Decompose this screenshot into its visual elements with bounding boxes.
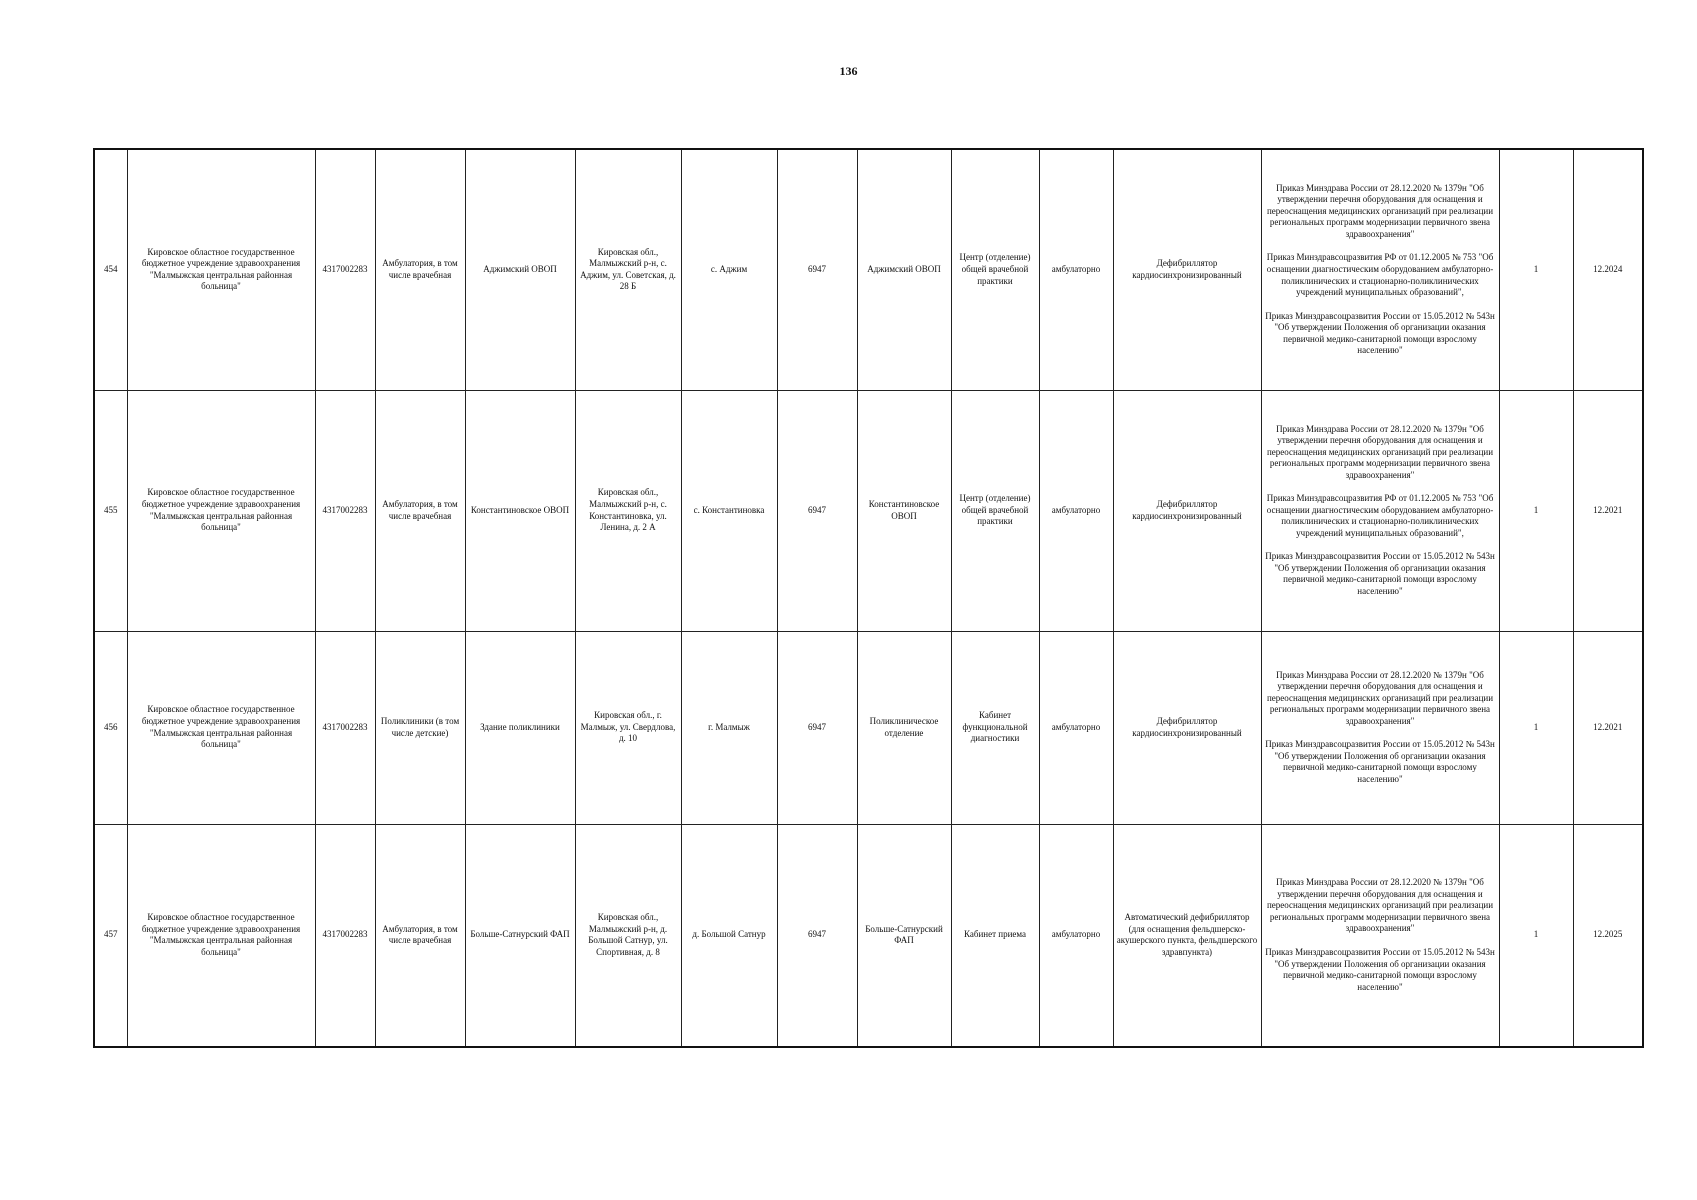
address: Кировская обл., Малмыжский р-н, д. Большой Сатнур, ул. Спортивная, д. 8 <box>575 824 681 1047</box>
quantity: 1 <box>1499 390 1573 631</box>
quantity: 1 <box>1499 631 1573 824</box>
address: Кировская обл., г. Малмыж, ул. Свердлова, д. 10 <box>575 631 681 824</box>
department: Кабинет функциональной диагностики <box>951 631 1039 824</box>
equipment-name: Дефибриллятор кардиосинхронизированный <box>1113 149 1261 390</box>
equipment-table <box>93 148 1644 1048</box>
care-mode: амбулаторно <box>1039 631 1113 824</box>
document-reference: Приказ Минздравсоцразвития РФ от 01.12.2005 № 753 "Об оснащении диагностическим оборудованием амбулаторно-поликлинических и стационарно-поликлинических учреждений муниципальных образований", <box>1266 493 1494 538</box>
unit-name: Поликлиническое отделение <box>857 631 951 824</box>
population: 6947 <box>777 390 857 631</box>
equipment-name: Дефибриллятор кардиосинхронизированный <box>1113 631 1261 824</box>
document-reference: Приказ Минздрава России от 28.12.2020 № 1379н "Об утверждении перечня оборудования для оснащения и переоснащения медицинских организаций при реализации региональных программ модернизации первичного звена здравоохранения" <box>1266 877 1494 934</box>
row-number: 454 <box>94 149 127 390</box>
address: Кировская обл., Малмыжский р-н, с. Аджим, ул. Советская, д. 28 Б <box>575 149 681 390</box>
population: 6947 <box>777 631 857 824</box>
organization-name: Кировское областное государственное бюджетное учреждение здравоохранения "Малмыжская центральная районная больница" <box>127 390 315 631</box>
regulatory-documents <box>1261 149 1499 390</box>
document-reference: Приказ Минздрава России от 28.12.2020 № 1379н "Об утверждении перечня оборудования для оснащения и переоснащения медицинских организаций при реализации региональных программ модернизации первичного звена здравоохранения" <box>1266 669 1494 726</box>
document-reference: Приказ Минздрава России от 28.12.2020 № 1379н "Об утверждении перечня оборудования для оснащения и переоснащения медицинских организаций при реализации региональных программ модернизации первичного звена здравоохранения" <box>1266 182 1494 239</box>
inn: 4317002283 <box>315 631 375 824</box>
inn: 4317002283 <box>315 824 375 1047</box>
equipment-name: Автоматический дефибриллятор (для оснащения фельдшерско-акушерского пункта, фельдшерского здравпункта) <box>1113 824 1261 1047</box>
locality: с. Константиновка <box>681 390 777 631</box>
regulatory-documents <box>1261 824 1499 1047</box>
unit-name: Аджимский ОВОП <box>857 149 951 390</box>
delivery-date: 12.2021 <box>1573 631 1643 824</box>
document-reference: Приказ Минздравсоцразвития России от 15.05.2012 № 543н "Об утверждении Положения об организации оказания первичной медико-санитарной помощи взрослому населению" <box>1265 551 1495 596</box>
facility-type: Амбулатория, в том числе врачебная <box>375 149 465 390</box>
building-name: Здание поликлиники <box>465 631 575 824</box>
unit-name: Больше-Сатнурский ФАП <box>857 824 951 1047</box>
building-name: Больше-Сатнурский ФАП <box>465 824 575 1047</box>
page-number: 136 <box>839 64 858 78</box>
care-mode: амбулаторно <box>1039 390 1113 631</box>
quantity: 1 <box>1499 824 1573 1047</box>
row-number: 455 <box>94 390 127 631</box>
table-row <box>94 390 1643 631</box>
inn: 4317002283 <box>315 149 375 390</box>
organization-name: Кировское областное государственное бюджетное учреждение здравоохранения "Малмыжская центральная районная больница" <box>127 824 315 1047</box>
table-row <box>94 149 1643 390</box>
document-reference: Приказ Минздравсоцразвития России от 15.05.2012 № 543н "Об утверждении Положения об организации оказания первичной медико-санитарной помощи взрослому населению" <box>1265 310 1495 356</box>
locality: д. Большой Сатнур <box>681 824 777 1047</box>
facility-type: Амбулатория, в том числе врачебная <box>375 824 465 1047</box>
table-row <box>94 824 1643 1047</box>
address: Кировская обл., Малмыжский р-н, с. Константиновка, ул. Ленина, д. 2 А <box>575 390 681 631</box>
department: Кабинет приема <box>951 824 1039 1047</box>
row-number: 457 <box>94 824 127 1047</box>
locality: г. Малмыж <box>681 631 777 824</box>
row-number: 456 <box>94 631 127 824</box>
document-reference: Приказ Минздравсоцразвития РФ от 01.12.2005 № 753 "Об оснащении диагностическим оборудованием амбулаторно-поликлинических и стационарно-поликлинических учреждений муниципальных образований", <box>1266 252 1494 298</box>
inn: 4317002283 <box>315 390 375 631</box>
locality: с. Аджим <box>681 149 777 390</box>
department: Центр (отделение) общей врачебной практики <box>951 149 1039 390</box>
building-name: Аджимский ОВОП <box>465 149 575 390</box>
unit-name: Константиновское ОВОП <box>857 390 951 631</box>
equipment-name: Дефибриллятор кардиосинхронизированный <box>1113 390 1261 631</box>
document-reference: Приказ Минздравсоцразвития России от 15.05.2012 № 543н "Об утверждении Положения об организации оказания первичной медико-санитарной помощи взрослому населению" <box>1265 947 1495 992</box>
delivery-date: 12.2025 <box>1573 824 1643 1047</box>
document-reference: Приказ Минздравсоцразвития России от 15.05.2012 № 543н "Об утверждении Положения об организации оказания первичной медико-санитарной помощи взрослому населению" <box>1265 739 1495 784</box>
document-reference: Приказ Минздрава России от 28.12.2020 № 1379н "Об утверждении перечня оборудования для оснащения и переоснащения медицинских организаций при реализации региональных программ модернизации первичного звена здравоохранения" <box>1266 423 1494 480</box>
regulatory-documents <box>1261 390 1499 631</box>
regulatory-documents <box>1261 631 1499 824</box>
organization-name: Кировское областное государственное бюджетное учреждение здравоохранения "Малмыжская центральная районная больница" <box>127 149 315 390</box>
delivery-date: 12.2024 <box>1573 149 1643 390</box>
department: Центр (отделение) общей врачебной практики <box>951 390 1039 631</box>
population: 6947 <box>777 149 857 390</box>
organization-name: Кировское областное государственное бюджетное учреждение здравоохранения "Малмыжская центральная районная больница" <box>127 631 315 824</box>
delivery-date: 12.2021 <box>1573 390 1643 631</box>
quantity: 1 <box>1499 149 1573 390</box>
facility-type: Поликлиники (в том числе детские) <box>375 631 465 824</box>
care-mode: амбулаторно <box>1039 824 1113 1047</box>
facility-type: Амбулатория, в том числе врачебная <box>375 390 465 631</box>
table-row <box>94 631 1643 824</box>
care-mode: амбулаторно <box>1039 149 1113 390</box>
building-name: Константиновское ОВОП <box>465 390 575 631</box>
population: 6947 <box>777 824 857 1047</box>
